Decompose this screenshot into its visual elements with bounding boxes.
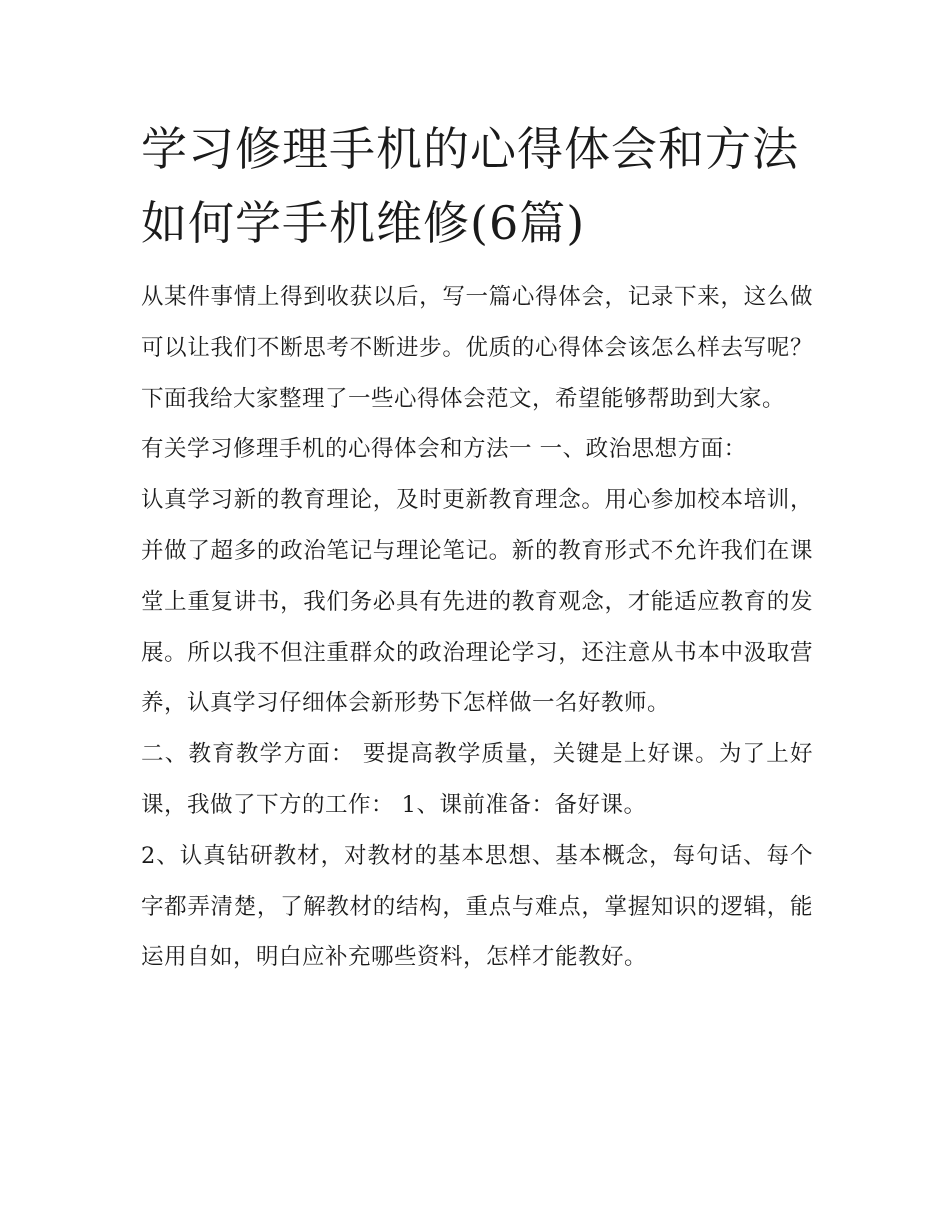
body-paragraph: 二、教育教学方面： 要提高教学质量，关键是上好课。为了上好课，我做了下方的工作： 1、课前准备：备好课。: [141, 741, 813, 818]
document-title: 学习修理手机的心得体会和方法 如何学手机维修(6篇): [141, 122, 799, 250]
document-body: [141, 272, 813, 983]
document-page: [141, 112, 813, 983]
section-heading-paragraph: 有关学习修理手机的心得体会和方法一 一、政治思想方面：: [141, 436, 747, 463]
intro-paragraph: 从某件事情上得到收获以后，写一篇心得体会，记录下来，这么做可以让我们不断思考不断进步。优质的心得体会该怎么样去写呢？下面我给大家整理了一些心得体会范文，希望能够帮助到大家。: [141, 284, 813, 412]
body-paragraph: 2、认真钻研教材，对教材的基本思想、基本概念，每句话、每个字都弄清楚，了解教材的结构，重点与难点，掌握知识的逻辑，能运用自如，明白应补充哪些资料，怎样才能教好。: [141, 842, 813, 971]
body-paragraph: 认真学习新的教育理论，及时更新教育理念。用心参加校本培训，并做了超多的政治笔记与理论笔记。新的教育形式不允许我们在课堂上重复讲书，我们务必具有先进的教育观念，才能适应教育的发展。所以我不但注重群众的政治理论学习，还注意从书本中汲取营养，认真学习仔细体会新形势下怎样做一名好教师。: [141, 487, 813, 717]
